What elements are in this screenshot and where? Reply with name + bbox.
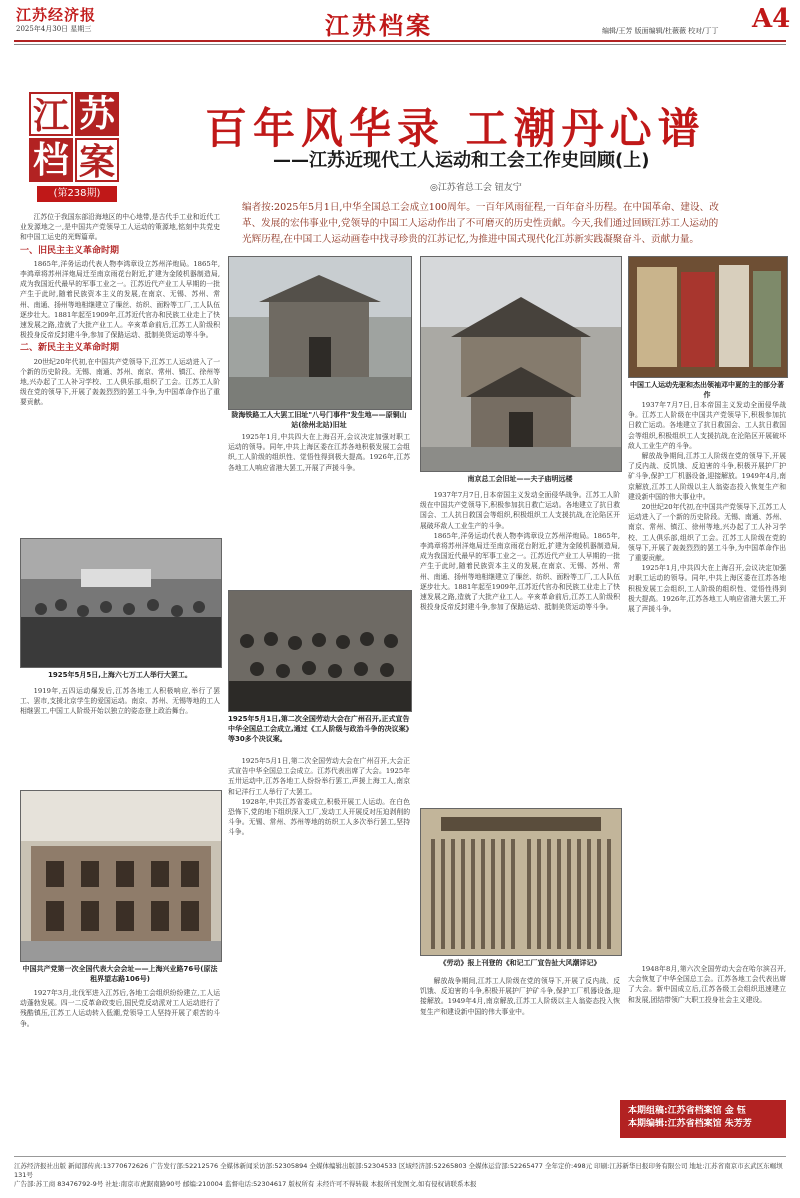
- section-heading-2: 二、新民主主义革命时期: [20, 343, 120, 354]
- union-hall-photo: [420, 256, 622, 472]
- paragraph: 1919年,五四运动爆发后,江苏各地工人积极响应,举行了罢工、罢市,支援北京学生的爱国运动。南京、苏州、无锡等地的工人相继罢工,中国工人阶级开始以独立的姿态登上政治舞台。: [20, 687, 220, 716]
- headline: 百年风华录 工潮丹心谱: [205, 104, 706, 153]
- column-2-bottom: [228, 756, 410, 1146]
- books-photo-art: [629, 257, 787, 377]
- masthead-rule-thin: [14, 44, 786, 45]
- editors-line: 编辑/王芳 版面编辑/杜薇薇 校对/丁丁: [602, 27, 719, 35]
- logo-char-4: 案: [75, 138, 119, 182]
- railway-station-photo-art: [229, 257, 411, 409]
- issue-number: (第238期): [37, 186, 117, 202]
- newspaper-clipping-photo: [420, 808, 622, 956]
- section-title: 江苏档案: [325, 11, 433, 40]
- column-4-bottom: [628, 964, 786, 1094]
- credit-line-2: 本期编辑:江苏省档案馆 朱芳芳: [628, 1119, 752, 1129]
- paragraph: 1937年7月7日,日本帝国主义发动全面侵华战争。江苏工人阶级在中国共产党领导下,积极参加抗日救亡运动。各地建立了抗日救国会、工人抗日救国会等组织,积极组织工人支援抗战,在沦陷区开展破坏敌人工业生产的斗争。: [420, 491, 620, 530]
- newspaper-clipping-photo-art: [421, 809, 621, 955]
- column-3-bottom: [420, 976, 620, 1146]
- logo-char-3: 档: [29, 138, 73, 182]
- photo-caption: 中国工人运动先驱和杰出领袖邓中夏的主的部分著作: [630, 381, 784, 399]
- paragraph: 1937年7月7日,日本帝国主义发动全面侵华战争。江苏工人阶级在中国共产党领导下,积极参加抗日救亡运动。各地建立了抗日救国会、工人抗日救国会等组织,积极组织工人支援抗战,在沦陷区开展破坏敌人工业生产的斗争。: [628, 401, 786, 450]
- paragraph: 1948年8月,第六次全国劳动大会在哈尔滨召开,大会恢复了中华全国总工会。江苏各地工会代表出席了大会。新中国成立后,江苏各级工会组织迅速建立和发展,团结带领广大职工投身社会主义建设。: [628, 965, 786, 1004]
- credit-line-1: 本期组稿:江苏省档案馆 金 钰: [628, 1106, 746, 1116]
- footer-line-2: 广告部:苏工商 83476792-9号 社址:南京市虎踞南路90号 邮编:210004 监督电话:52304617 版权所有 未经许可不得转载 本报所刊发图文,如有侵权请联系本报: [14, 1180, 477, 1188]
- photo-caption: 1925年5月5日,上海六七万工人举行大罢工。: [48, 671, 192, 679]
- masthead-rule: [14, 40, 786, 42]
- editor-credit-box: [620, 1100, 786, 1138]
- column-1-top: [20, 212, 220, 530]
- column-3-top: [420, 490, 620, 850]
- logo-char-2: 苏: [75, 92, 119, 136]
- photo-caption: 中国共产党第一次全国代表大会会址——上海兴业路76号(原法租界望志路106号): [22, 965, 218, 983]
- paragraph: 20世纪20年代初,在中国共产党领导下,江苏工人运动进入了一个新的历史阶段。无锡、南通、苏州、南京、常州、镇江、徐州等地,兴办起了工人补习学校、工人俱乐部,组织了工会。江苏工人阶级在党的领导下,开展了轰轰烈烈的罢工斗争,为中国革命作出了重要贡献。: [628, 503, 786, 563]
- paper-name: 江苏经济报: [16, 6, 97, 24]
- paragraph: 解放战争期间,江苏工人阶级在党的领导下,开展了反内战、反饥饿、反迫害的斗争,积极开展护厂护矿斗争,保护工厂机器设备,迎接解放。1949年4月,南京解放,江苏工人阶级以主人翁姿态投入恢复生产和建设新中国的伟大事业中。: [628, 452, 786, 501]
- books-photo: [628, 256, 788, 378]
- photo-caption: 1925年5月1日,第二次全国劳动大会在广州召开,正式宣告中华全国总工会成立,通过《工人阶级与政治斗争的决议案》等30多个决议案。: [228, 715, 410, 743]
- paragraph: 1925年1月,中共四大在上海召开,会议决定加强对职工运动的领导。同年,中共上海区委在江苏各地积极发展工会组织,工人阶级的组织性、觉悟性得到极大提高。1926年,江苏各地工人响应省港大罢工,开展了声援斗争。: [228, 433, 410, 472]
- footer-line-1: 江苏经济报社出版 新闻部传真:13770672626 广告发行部:52212576 全媒体新闻采访部:52305894 全媒体编辑出版部:52304533 区域经济部:52265803 全媒体运营部:52265477 全年定价:498元 印刷:江苏新华日报印务有限公司 地址:江苏省南京市玄武区东崛坝131号: [14, 1162, 783, 1179]
- paragraph: 1928年,中共江苏省委成立,积极开展工人运动。在白色恐怖下,党的地下组织深入工厂,发动工人开展反对压迫剥削的斗争。无锡、常州、苏州等地的纺织工人多次举行罢工,坚持斗争。: [228, 797, 410, 837]
- byline: ◎江苏省总工会 钮友宁: [430, 183, 522, 193]
- photo-caption: 南京总工会旧址——夫子庙明远楼: [467, 475, 573, 483]
- editor-note: 编者按:2025年5月1日,中华全国总工会成立100周年。一百年风雨征程,一百年奋斗历程。在中国革命、建设、改革、发展的宏伟事业中,党领导的中国工人运动作出了不可磨灭的历史性贡献。今天,我们通过回顾江苏工人运动的光辉历程,在中国工人运动画卷中找寻珍贵的江苏记忆,为推进中国式现代化江苏新实践凝聚奋斗、贡献力量。: [242, 202, 719, 245]
- paragraph: 1865年,洋务运动代表人物李鸿章设立苏州洋炮局。1865年,李鸿章将苏州洋炮局迁至南京雨花台附近,扩建为金陵机器制造局,成为我国近代最早的军事工业之一。江苏近代产业工人早期的一批产生于此时,随着民族资本主义的发展,在南京、无锡、苏州、常州、南通、扬州等地相继建立了缫丝、纺织、面粉等工厂,工人队伍逐步壮大。1881年起至1909年,江苏近代官办和民族工业走上了快速发展之路,造就了大批产业工人。辛亥革命前后,江苏工人阶级积极投身反帝反封建斗争,参加了保路运动、抵制美货运动等斗争。: [20, 259, 220, 340]
- paragraph: 1925年1月,中共四大在上海召开,会议决定加强对职工运动的领导。同年,中共上海区委在江苏各地积极发展工会组织,工人阶级的组织性、觉悟性得到极大提高。1926年,江苏各地工人响应省港大罢工,开展了声援斗争。: [628, 564, 786, 614]
- cpc-site-photo-art: [21, 791, 221, 961]
- column-1-mid: [20, 686, 220, 782]
- column-logo: [27, 92, 123, 199]
- subheadline: ——江苏近现代工人运动和工会工作史回顾(上): [273, 150, 650, 171]
- railway-station-photo: [228, 256, 412, 410]
- strike-photo-art: [21, 539, 221, 667]
- column-1-bottom: [20, 988, 220, 1148]
- issue-date: 2025年4月30日 星期三: [16, 25, 92, 33]
- column-4-top: [628, 400, 786, 960]
- congress-photo: [228, 590, 412, 712]
- paragraph: 1927年3月,北伐军进入江苏后,各地工会组织纷纷建立,工人运动蓬勃发展。四一二反革命政变后,国民党反动派对工人运动进行了残酷镇压,江苏工人运动转入低潮,党领导工人坚持开展了艰苦的斗争。: [20, 989, 220, 1028]
- strike-photo: [20, 538, 222, 668]
- page-number: A4: [752, 4, 791, 34]
- intro-paragraph: 江苏位于我国东部沿海地区的中心地带,是古代手工业和近代工业发源地之一,是中国共产党领导工人运动的策源地,铭刻中共党史和中国工运史的光辉篇章。: [20, 213, 220, 242]
- paragraph: 1865年,洋务运动代表人物李鸿章设立苏州洋炮局。1865年,李鸿章将苏州洋炮局迁至南京雨花台附近,扩建为金陵机器制造局,成为我国近代最早的军事工业之一。江苏近代产业工人早期的一批产生于此时,随着民族资本主义的发展,在南京、无锡、苏州、常州、南通、扬州等地相继建立了缫丝、纺织、面粉等工厂,工人队伍逐步壮大。1881年起至1909年,江苏近代官办和民族工业走上了快速发展之路,造就了大批产业工人。辛亥革命前后,江苏工人阶级积极投身反帝反封建斗争,参加了保路运动、抵制美货运动等斗争。: [420, 531, 620, 612]
- photo-caption: 陇海铁路工人大罢工旧址"八号门事件"发生地——原铜山站(徐州北站)旧址: [231, 411, 407, 429]
- footer-rule: [14, 1156, 786, 1157]
- column-2-top: [228, 432, 410, 582]
- cpc-site-photo: [20, 790, 222, 962]
- logo-char-1: 江: [29, 92, 73, 136]
- photo-caption: 《劳动》报上刊登的《和记工厂宣告扯大风潮详记》: [439, 959, 601, 967]
- paragraph: 解放战争期间,江苏工人阶级在党的领导下,开展了反内战、反饥饿、反迫害的斗争,积极开展护厂护矿斗争,保护工厂机器设备,迎接解放。1949年4月,南京解放,江苏工人阶级以主人翁姿态投入恢复生产和建设新中国的伟大事业中。: [420, 977, 620, 1016]
- union-hall-photo-art: [421, 257, 621, 471]
- section-heading-1: 一、旧民主主义革命时期: [20, 245, 120, 256]
- paragraph: 20世纪20年代初,在中国共产党领导下,江苏工人运动进入了一个新的历史阶段。无锡、南通、苏州、南京、常州、镇江、徐州等地,兴办起了工人补习学校、工人俱乐部,组织了工会。江苏工人阶级在党的领导下,开展了轰轰烈烈的罢工斗争,为中国革命作出了重要贡献。: [20, 357, 220, 407]
- footer: [14, 1162, 786, 1189]
- paragraph: 1925年5月1日,第二次全国劳动大会在广州召开,大会正式宣告中华全国总工会成立。江苏代表出席了大会。1925年五卅运动中,江苏各地工人纷纷举行罢工,声援上海工人,南京和记洋行工人举行了大罢工。: [228, 757, 410, 796]
- congress-photo-art: [229, 591, 411, 711]
